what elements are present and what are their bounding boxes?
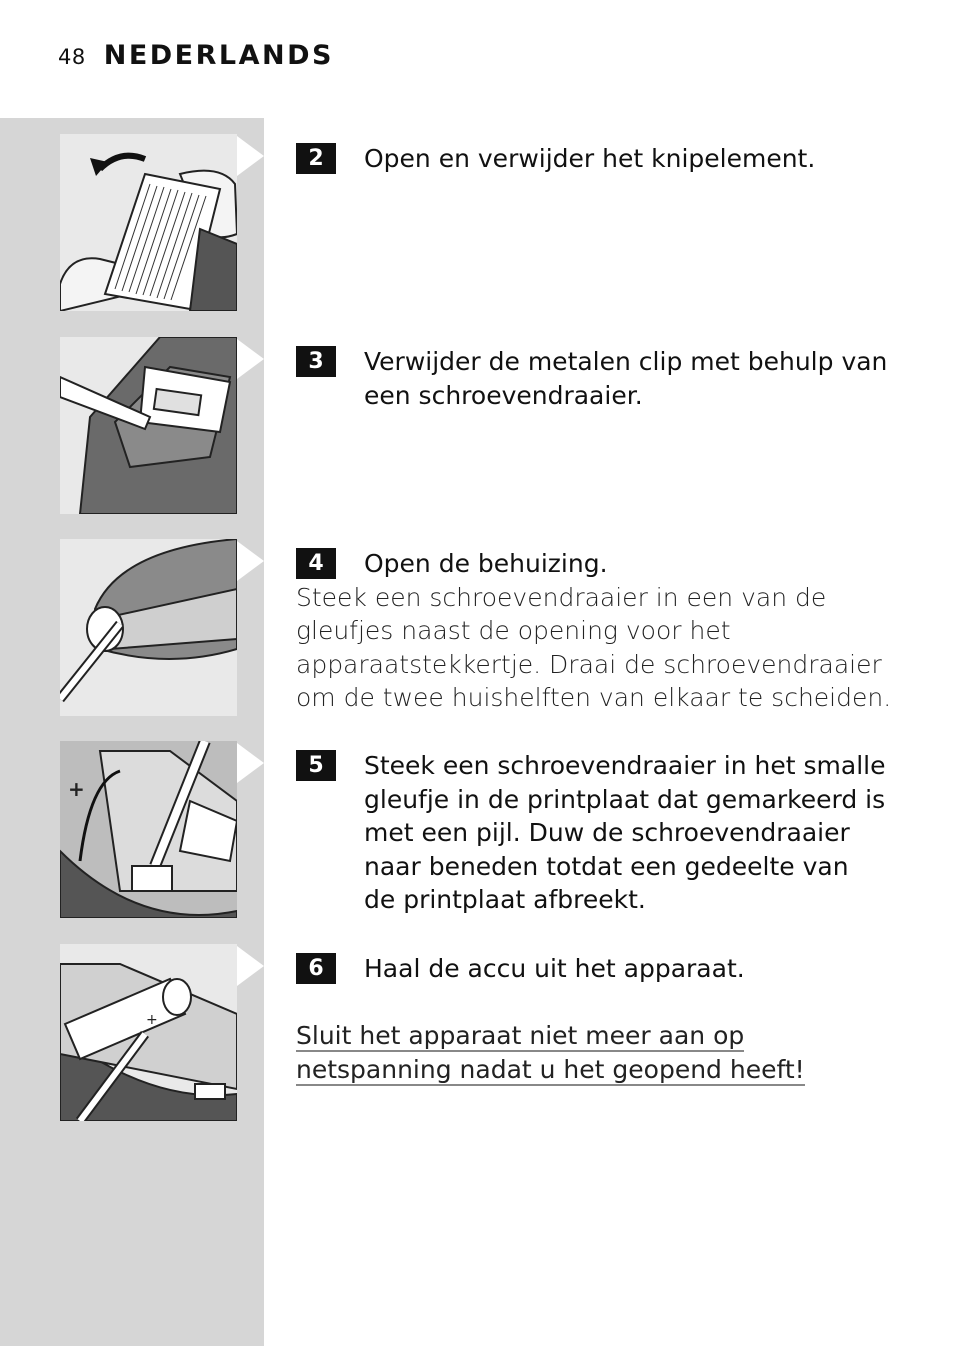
warning-note <box>296 1019 896 1086</box>
remove-cutting-element-illustration <box>60 134 237 311</box>
page-header <box>58 40 334 74</box>
step-3 <box>296 345 906 412</box>
step-number-badge: 5 <box>296 750 336 781</box>
remove-metal-clip-illustration <box>60 337 237 514</box>
pointer-arrow <box>237 946 264 986</box>
step-number-badge: 4 <box>296 548 336 579</box>
pointer-arrow <box>237 339 264 379</box>
step-number-badge: 2 <box>296 143 336 174</box>
break-printed-circuit-board-illustration <box>60 741 237 918</box>
step-instruction: Open de behuizing. <box>364 549 608 578</box>
svg-text:+: + <box>146 1012 158 1028</box>
pointer-arrow <box>237 136 264 176</box>
step-6 <box>296 952 906 986</box>
pointer-arrow <box>237 541 264 581</box>
step-4 <box>296 547 906 715</box>
pointer-arrow <box>237 743 264 783</box>
remove-battery-illustration <box>60 944 237 1121</box>
section-title: NEDERLANDS <box>103 40 334 71</box>
step-number-badge: 3 <box>296 346 336 377</box>
step-number-badge: 6 <box>296 953 336 984</box>
open-housing-illustration <box>60 539 237 716</box>
step-2 <box>296 142 906 176</box>
step-instruction: Haal de accu uit het apparaat. <box>364 954 745 983</box>
warning-text: Sluit het apparaat niet meer aan op netspanning nadat u het geopend heeft! <box>296 1021 805 1084</box>
svg-text:+: + <box>68 777 85 801</box>
page-number: 48 <box>58 45 86 69</box>
step-instruction: Steek een schroevendraaier in het smalle gleufje in de printplaat dat gemarkeerd is met een pijl. Duw de schroevendraaier naar beneden totdat een gedeelte van de printplaat afbreekt. <box>364 751 886 914</box>
step-detail-text: Steek een schroevendraaier in een van de gleufjes naast de opening voor het apparaatstekkertje. Draai de schroevendraaier om de twee huishelften van elkaar te scheiden. <box>296 582 892 712</box>
step-5 <box>296 749 886 917</box>
step-instruction: Verwijder de metalen clip met behulp van een schroevendraaier. <box>364 347 888 410</box>
step-instruction: Open en verwijder het knipelement. <box>364 144 816 173</box>
